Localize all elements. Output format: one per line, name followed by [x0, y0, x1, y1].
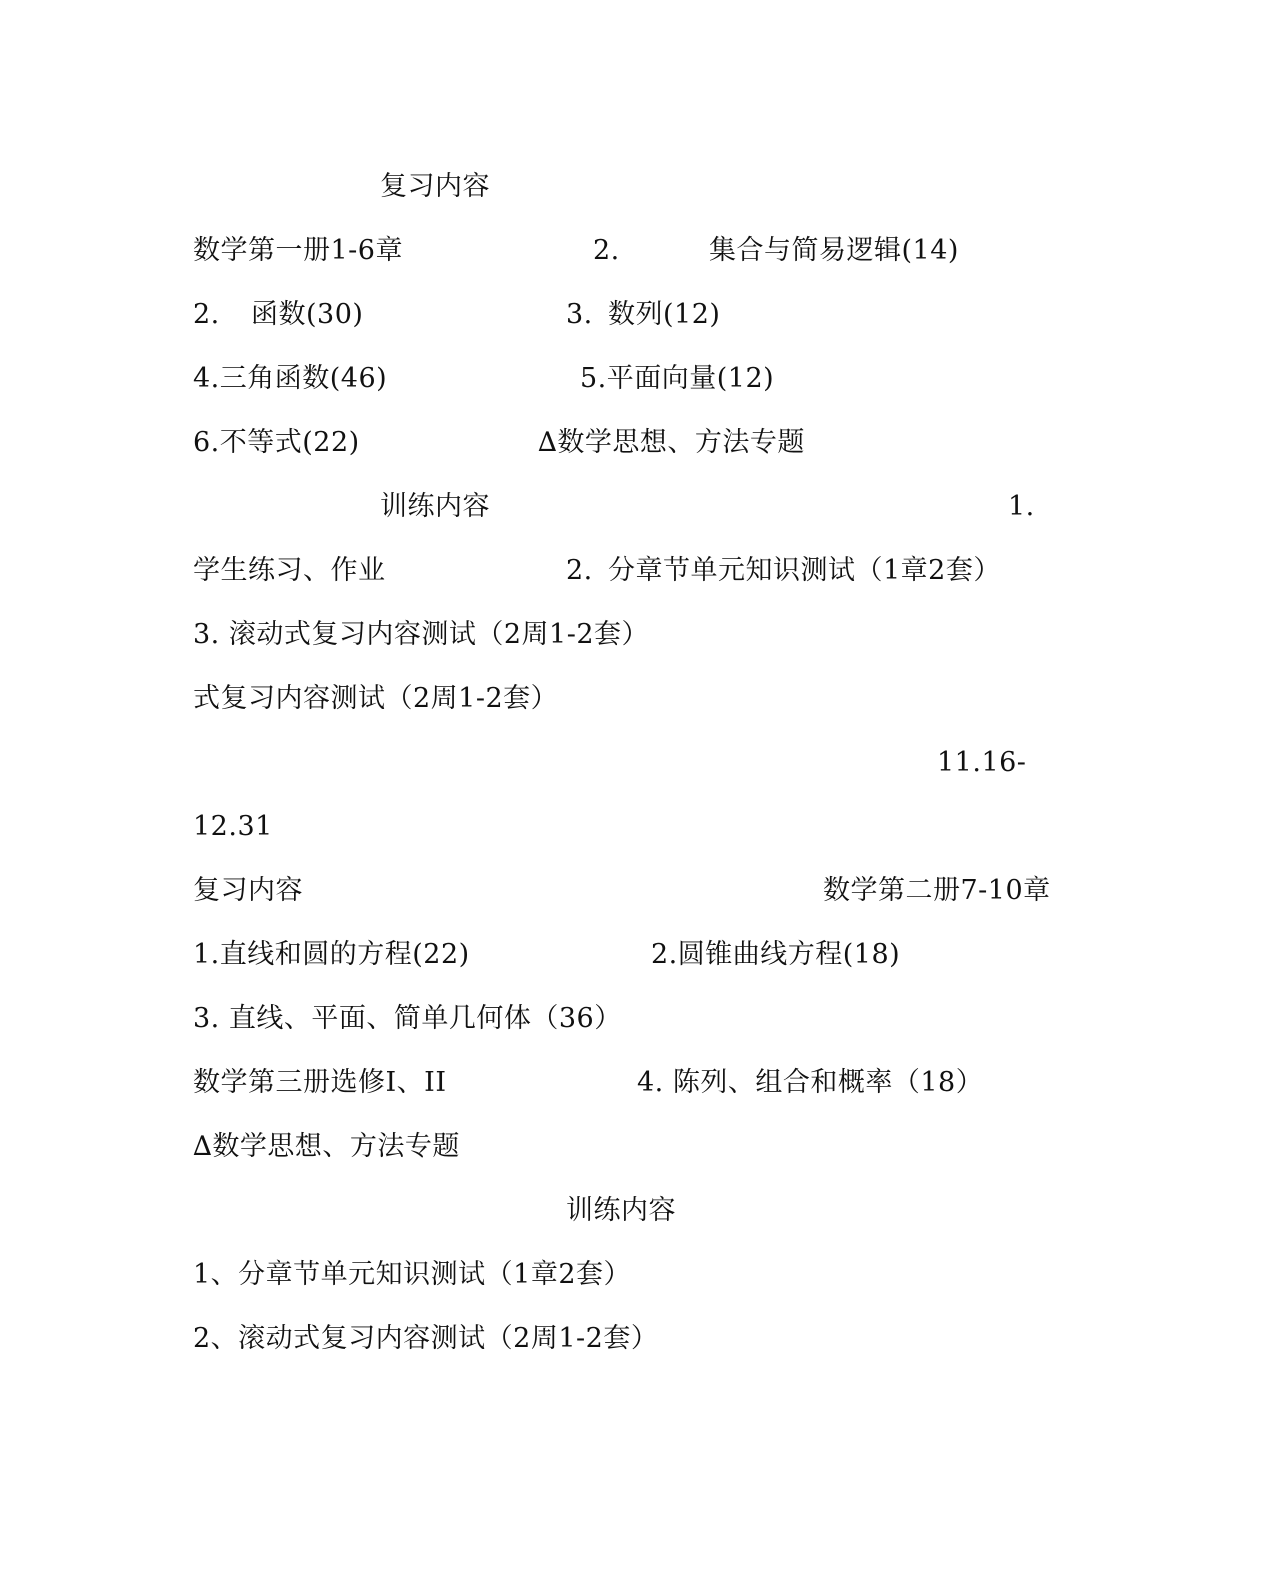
- item-number: 3.: [566, 299, 593, 330]
- item-number: 2.: [193, 299, 220, 330]
- item-sequences: 数列(12): [608, 299, 721, 330]
- training-item-rolling-tests: 3. 滚动式复习内容测试（2周1-2套）: [193, 619, 650, 650]
- item-inequality: 6.不等式(22): [193, 427, 360, 458]
- training-heading-2: 训练内容: [566, 1195, 676, 1226]
- book3-title: 数学第三册选修I、II: [193, 1067, 447, 1098]
- item-vectors: 5.平面向量(12): [580, 363, 775, 394]
- item-sets-logic: 集合与简易逻辑(14): [709, 235, 959, 266]
- training-item-homework: 学生练习、作业: [193, 555, 386, 586]
- review-heading-2: 复习内容: [193, 875, 303, 906]
- item-number: 2.: [566, 555, 593, 586]
- item-methods-topic: ∆数学思想、方法专题: [193, 1131, 460, 1162]
- item-conics: 2.圆锥曲线方程(18): [651, 939, 901, 970]
- item-probability: 4. 陈列、组合和概率（18）: [637, 1067, 984, 1098]
- item-number: 1.: [1008, 491, 1035, 522]
- item-methods-topic: ∆数学思想、方法专题: [538, 427, 805, 458]
- date-range-start: 11.16-: [937, 747, 1027, 778]
- review-heading-1: 复习内容: [380, 171, 490, 202]
- date-range-end: 12.31: [193, 811, 273, 842]
- item-solid-geometry: 3. 直线、平面、简单几何体（36）: [193, 1003, 622, 1034]
- training-item-rolling-tests-repeat: 式复习内容测试（2周1-2套）: [193, 683, 559, 714]
- book2-title: 数学第二册7-10章: [823, 875, 1051, 906]
- training-item-chapter-tests: 分章节单元知识测试（1章2套）: [608, 555, 1001, 586]
- book1-title: 数学第一册1-6章: [193, 235, 403, 266]
- item-lines-circles: 1.直线和圆的方程(22): [193, 939, 470, 970]
- training-item-chapter-tests: 1、分章节单元知识测试（1章2套）: [193, 1259, 632, 1290]
- training-item-rolling-tests: 2、滚动式复习内容测试（2周1-2套）: [193, 1323, 659, 1354]
- item-trigonometry: 4.三角函数(46): [193, 363, 388, 394]
- item-functions: 函数(30): [251, 299, 364, 330]
- training-heading-1: 训练内容: [380, 491, 490, 522]
- item-number: 2.: [593, 235, 620, 266]
